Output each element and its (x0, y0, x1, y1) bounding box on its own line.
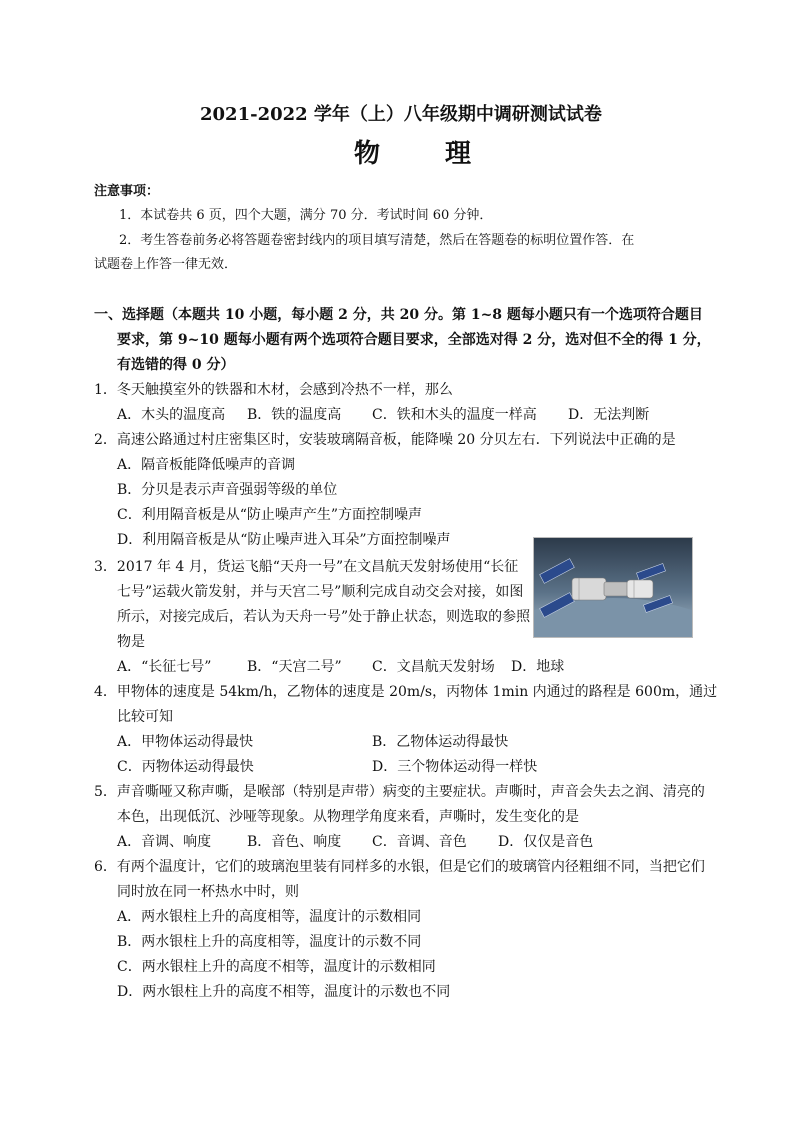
section1-heading-line-2: 要求，第 9~10 题每小题有两个选项符合题目要求，全部选对得 2 分，选对但不全的得 1 分， (117, 332, 711, 348)
question-3-stem-line-2: 七号”运载火箭发射，并与天宫二号”顺利完成自动交会对接，如图 (117, 584, 524, 600)
notice-item-2-line-1: 2．考生答卷前务必将答题卷密封线内的项目填写清楚，然后在答题卷的标明位置作答．在 (119, 233, 635, 248)
question-2-option-c: C．利用隔音板是从“防止噪声产生”方面控制噪声 (117, 507, 423, 523)
question-6-option-a: A．两水银柱上升的高度相等，温度计的示数相同 (117, 909, 422, 925)
notice-item-1: 1．本试卷共 6 页，四个大题，满分 70 分．考试时间 60 分钟． (119, 208, 493, 223)
question-4-option-a: A．甲物体运动得最快 (117, 734, 254, 750)
section1-heading-line-1: 一、选择题（本题共 10 小题，每小题 2 分，共 20 分。第 1~8 题每小题只有一个选项符合题目 (94, 307, 703, 323)
notice-heading: 注意事项： (94, 184, 160, 199)
question-6-option-d: D．两水银柱上升的高度不相等，温度计的示数也不同 (117, 984, 451, 1000)
question-5-stem-line-1: 5．声音嘶哑又称声嘶，是喉部（特别是声带）病变的主要症状。声嘶时，声音会失去之润、清亮的 (94, 784, 705, 800)
question-5-option-d: D．仅仅是音色 (498, 834, 594, 850)
question-5-option-b: B．音色、响度 (247, 834, 342, 850)
question-6-option-c: C．两水银柱上升的高度不相等，温度计的示数相同 (117, 959, 436, 975)
question-2-stem: 2．高速公路通过村庄密集区时，安装玻璃隔音板，能降噪 20 分贝左右．下列说法中正确的是 (94, 432, 676, 448)
question-6-stem-line-2: 同时放在同一杯热水中时，则 (117, 884, 299, 900)
question-3-option-c: C．文昌航天发射场 (372, 659, 495, 675)
question-1-option-c: C．铁和木头的温度一样高 (372, 407, 537, 423)
question-3-stem-line-1: 3．2017 年 4 月，货运飞船“天舟一号”在文昌航天发射场使用“长征 (94, 559, 519, 575)
question-5-option-c: C．音调、音色 (372, 834, 467, 850)
question-1-option-b: B．铁的温度高 (247, 407, 342, 423)
subject-title: 物 理 (354, 139, 500, 169)
exam-title: 2021-2022 学年（上）八年级期中调研测试试卷 (200, 104, 602, 125)
question-6-stem-line-1: 6．有两个温度计，它们的玻璃泡里装有同样多的水银，但是它们的玻璃管内径粗细不同，当把它们 (94, 859, 705, 875)
question-4-option-d: D．三个物体运动得一样快 (372, 759, 538, 775)
question-3-stem-line-3: 所示，对接完成后，若认为天舟一号”处于静止状态，则选取的参照 (117, 609, 531, 625)
question-4-option-b: B．乙物体运动得最快 (372, 734, 509, 750)
question-5-stem-line-2: 本色，出现低沉、沙哑等现象。从物理学角度来看，声嘶时，发生变化的是 (117, 809, 579, 825)
notice-item-2-line-2: 试题卷上作答一律无效． (94, 257, 238, 272)
question-2-option-d: D．利用隔音板是从“防止噪声进入耳朵”方面控制噪声 (117, 532, 451, 548)
question-1-option-d: D．无法判断 (568, 407, 650, 423)
question-3-option-a: A．“长征七号” (117, 659, 212, 675)
question-2-option-a: A．隔音板能降低噪声的音调 (117, 457, 296, 473)
question-4-stem-line-1: 4．甲物体的速度是 54km/h，乙物体的速度是 20m/s，丙物体 1min 内通过的路程是 600m，通过 (94, 684, 718, 700)
question-5-option-a: A．音调、响度 (117, 834, 212, 850)
question-3-option-d: D．地球 (511, 659, 565, 675)
question-1-stem: 1．冬天触摸室外的铁器和木材，会感到冷热不一样，那么 (94, 382, 453, 398)
section1-heading-line-3: 有选错的得 0 分） (117, 357, 235, 373)
question-4-option-c: C．丙物体运动得最快 (117, 759, 254, 775)
spacecraft-docking-photo (533, 537, 693, 638)
question-1-option-a: A．木头的温度高 (117, 407, 226, 423)
question-2-option-b: B．分贝是表示声音强弱等级的单位 (117, 482, 338, 498)
spacecraft-icon (534, 538, 692, 637)
question-3-stem-line-4: 物是 (117, 634, 145, 650)
question-4-stem-line-2: 比较可知 (117, 709, 173, 725)
question-3-option-b: B．“天宫二号” (247, 659, 342, 675)
question-6-option-b: B．两水银柱上升的高度相等，温度计的示数不同 (117, 934, 422, 950)
